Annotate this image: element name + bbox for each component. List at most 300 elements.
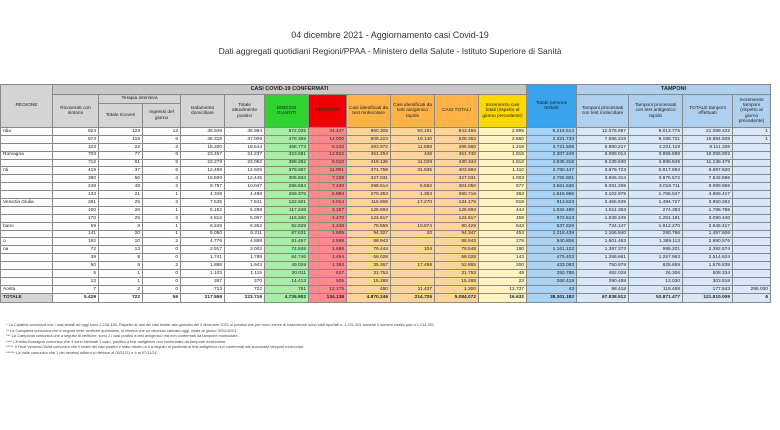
table-cell: 940.806 — [527, 238, 577, 246]
table-cell: 943.466 — [435, 128, 479, 136]
region-cell — [1, 191, 53, 199]
table-cell: 761 — [265, 285, 309, 293]
table-cell: 3.879.723 — [577, 167, 629, 175]
table-row — [1, 143, 771, 151]
table-cell: 0 — [143, 270, 181, 278]
table-cell: 722 — [225, 285, 265, 293]
table-cell: 972.613 — [527, 214, 577, 222]
table-cell: 8.111.336 — [683, 143, 733, 151]
table-cell: 82.829 — [265, 222, 309, 230]
table-cell: 713 — [181, 285, 225, 293]
table-row — [1, 254, 771, 262]
table-cell: 17.498 — [391, 262, 435, 270]
table-cell: 134.176 — [435, 199, 479, 207]
table-row — [1, 128, 771, 136]
table-cell: 16.894.939 — [683, 135, 733, 143]
region-cell — [1, 277, 53, 285]
table-cell: 6 — [143, 167, 181, 175]
table-cell: 1 — [733, 135, 771, 143]
table-cell: 124.617 — [347, 214, 391, 222]
col-header-ingressi-giorno: Ingressi del giorno — [143, 104, 181, 128]
col-header-casi-molecolare: Casi identificati da test molecolare — [347, 95, 391, 128]
table-cell: 1.511.363 — [577, 206, 629, 214]
table-cell: 43 — [527, 285, 577, 293]
table-cell: 1.688 — [309, 246, 347, 254]
table-cell: 38.301.182 — [527, 293, 577, 302]
table-cell: 6 — [733, 293, 771, 302]
region-cell: o — [1, 238, 53, 246]
table-cell: 505 — [309, 277, 347, 285]
report-subtitle: Dati aggregati quotidiani Regioni/PPAA - Ministero della Salute - Istituto Superiore di Sanità — [218, 46, 562, 56]
col-header-totale-ricoveri: Totale ricoveri — [99, 104, 143, 128]
table-cell: 12.469 — [181, 167, 225, 175]
table-cell — [733, 199, 771, 207]
table-cell: 35.949 — [181, 128, 225, 136]
table-cell: 1.363 — [391, 191, 435, 199]
table-cell: 2 — [143, 143, 181, 151]
table-cell: 83.161 — [391, 128, 435, 136]
table-cell: 468.773 — [265, 143, 309, 151]
table-cell: 1 — [99, 277, 143, 285]
region-cell — [1, 270, 53, 278]
table-cell: 104 — [391, 246, 435, 254]
table-cell: 357 — [181, 277, 225, 285]
table-cell: 20 — [99, 230, 143, 238]
table-cell: 269.376 — [265, 191, 309, 199]
table-cell: 23 — [479, 277, 527, 285]
table-cell: 3.950.262 — [683, 199, 733, 207]
table-cell: 1.257.963 — [629, 254, 683, 262]
table-cell: 4.776 — [181, 238, 225, 246]
table-cell: 398.252 — [265, 159, 309, 167]
table-cell: 7 — [53, 285, 99, 293]
table-cell: 5.007 — [225, 214, 265, 222]
table-cell: 304.050 — [435, 183, 479, 191]
table-row — [1, 238, 771, 246]
table-cell: 1.389.113 — [629, 238, 683, 246]
table-cell: 1 — [143, 191, 181, 199]
table-cell: 872.025 — [265, 128, 309, 136]
table-cell: 12.737 — [479, 285, 527, 293]
table-cell: 1.615.966 — [527, 191, 577, 199]
table-cell: 0 — [143, 277, 181, 285]
table-cell: 1 — [143, 222, 181, 230]
table-cell: 1 — [733, 128, 771, 136]
table-row — [1, 230, 771, 238]
table-cell: 1.397.373 — [577, 246, 629, 254]
table-cell: 5.288 — [225, 206, 265, 214]
table-cell: 2.560 — [479, 135, 527, 143]
table-row — [1, 270, 771, 278]
table-cell: 6.216.514 — [527, 128, 577, 136]
table-row — [1, 199, 771, 207]
table-cell: 1.576.838 — [683, 262, 733, 270]
table-cell: 528.363 — [435, 135, 479, 143]
col-header-totale-persone-testate: Totale persone testate — [527, 85, 577, 128]
table-cell: 433.093 — [527, 262, 577, 270]
table-cell: 475.403 — [527, 254, 577, 262]
table-cell: 2.221.119 — [629, 143, 683, 151]
table-cell — [733, 277, 771, 285]
table-cell: 59 — [143, 293, 181, 302]
table-cell: 49.029 — [265, 262, 309, 270]
table-cell: 4.348 — [181, 191, 225, 199]
table-cell: 117.248 — [265, 206, 309, 214]
table-cell: 61 — [99, 159, 143, 167]
table-cell: 5.081.255 — [577, 183, 629, 191]
table-cell: 7.841 — [225, 199, 265, 207]
table-cell: 479.359 — [265, 135, 309, 143]
table-cell: 2.765.901 — [527, 175, 577, 183]
table-cell: 123 — [99, 128, 143, 136]
col-header-totale-tamponi: TOTALE tamponi effettuati — [683, 95, 733, 128]
table-cell: 4.014 — [309, 199, 347, 207]
table-cell: 1 — [143, 206, 181, 214]
table-cell: 3.721.508 — [527, 143, 577, 151]
table-cell: 11.588 — [391, 143, 435, 151]
col-header-deceduti: DECEDUTI — [309, 95, 347, 128]
table-cell: 279 — [479, 238, 527, 246]
table-cell: 11.437 — [391, 285, 435, 293]
table-cell: 378.867 — [265, 167, 309, 175]
table-cell: 133 — [53, 191, 99, 199]
col-header-ricoverati: Ricoverati con sintomi — [53, 95, 99, 128]
table-cell: 7.228 — [309, 175, 347, 183]
table-cell: 37.009 — [225, 135, 265, 143]
table-cell: 4.998.849 — [629, 159, 683, 167]
table-cell: 124.617 — [435, 214, 479, 222]
table-cell — [733, 159, 771, 167]
table-cell: 121.810.009 — [683, 293, 733, 302]
table-cell: 2.392.574 — [683, 246, 733, 254]
table-cell: 0 — [143, 254, 181, 262]
table-row — [1, 175, 771, 183]
region-cell — [1, 159, 53, 167]
table-cell: 2.646.417 — [683, 222, 733, 230]
table-cell: 1.601.463 — [577, 238, 629, 246]
table-cell: 34.447 — [309, 128, 347, 136]
table-cell: 19.140 — [391, 135, 435, 143]
table-cell: 281 — [53, 199, 99, 207]
table-cell: 8.243 — [309, 143, 347, 151]
table-cell: 495.560 — [435, 143, 479, 151]
table-cell: 274.383 — [629, 206, 683, 214]
table-cell: 88.943 — [347, 238, 391, 246]
table-cell — [391, 214, 435, 222]
table-cell: 5.890.217 — [577, 143, 629, 151]
table-cell: 4.470 — [309, 214, 347, 222]
table-cell: 459 — [479, 214, 527, 222]
table-cell: 53.871.477 — [629, 293, 683, 302]
table-cell: 380 — [53, 175, 99, 183]
table-cell: 1.393 — [309, 262, 347, 270]
region-cell: na — [1, 246, 53, 254]
table-cell: 116.906 — [347, 199, 391, 207]
table-row — [1, 246, 771, 254]
table-cell: 750.978 — [577, 262, 629, 270]
region-cell — [1, 143, 53, 151]
table-cell: 1.003 — [479, 175, 527, 183]
table-cell: 573 — [53, 135, 99, 143]
table-cell: 1.256.661 — [577, 254, 629, 262]
table-cell: 5.211 — [225, 230, 265, 238]
table-cell: 7.696.218 — [577, 135, 629, 143]
table-cell: 1.115 — [225, 270, 265, 278]
table-cell: 8 — [99, 254, 143, 262]
table-cell: 9.797 — [181, 183, 225, 191]
table-cell: 8 — [99, 262, 143, 270]
table-cell — [733, 183, 771, 191]
table-cell: 31.935 — [391, 167, 435, 175]
region-cell — [1, 230, 53, 238]
col-header-incremento-tamponi: Incremento tamponi (rispetto al giorno precedente) — [733, 95, 771, 128]
table-cell: 77 — [99, 151, 143, 159]
table-cell: 26 — [99, 206, 143, 214]
table-cell: 290.488 — [577, 277, 629, 285]
table-cell: 39 — [53, 254, 99, 262]
table-cell: 0 — [143, 246, 181, 254]
table-row — [1, 214, 771, 222]
table-cell: 327.031 — [347, 175, 391, 183]
table-cell: 296.030 — [733, 285, 771, 293]
table-cell: 94.347 — [435, 230, 479, 238]
table-cell: 6.139.630 — [577, 159, 629, 167]
table-cell: 79.555 — [347, 222, 391, 230]
table-cell — [733, 175, 771, 183]
table-cell: 64.746 — [265, 254, 309, 262]
table-cell: 49 — [99, 183, 143, 191]
table-cell: 15.288 — [435, 277, 479, 285]
table-cell: 67.838.512 — [577, 293, 629, 302]
table-cell: 115.340 — [265, 214, 309, 222]
table-cell: 370 — [225, 277, 265, 285]
table-cell: 5 — [53, 270, 99, 278]
table-cell: 50 — [53, 262, 99, 270]
table-cell: 36.318 — [181, 135, 225, 143]
region-cell — [1, 262, 53, 270]
table-cell: 2 — [143, 238, 181, 246]
report-title: 04 dicembre 2021 - Aggiornamento casi Covid-19 — [291, 30, 489, 40]
table-cell: 81.457 — [265, 238, 309, 246]
table-cell — [733, 222, 771, 230]
table-cell: 24.237 — [225, 151, 265, 159]
table-cell: 3.975.572 — [629, 175, 683, 183]
table-row — [1, 277, 771, 285]
table-cell: 36.994 — [225, 128, 265, 136]
table-cell: 72 — [53, 246, 99, 254]
table-cell: 4.726.902 — [265, 293, 309, 302]
table-cell: 1.494 — [309, 254, 347, 262]
table-cell: 1.505 — [309, 230, 347, 238]
table-cell: 1.912.270 — [629, 222, 683, 230]
table-cell — [733, 214, 771, 222]
table-cell: 248 — [53, 183, 99, 191]
footnote: * La Calabria comunica che i casi testati ad oggi sono 1.218.435. Rispetto ai dati del casi testati alla giornata del 3 dicembre 2021 si precisa che per mero errore di trascrizione sono stati riportati n. 1.221.391 anziché il numero esatto pari a 1.214.391. — [6, 322, 436, 327]
table-cell: 52.865 — [435, 262, 479, 270]
table-cell — [391, 254, 435, 262]
table-cell: 12 — [143, 128, 181, 136]
table-cell: 712 — [53, 159, 99, 167]
table-cell: 2.995 — [479, 128, 527, 136]
table-cell: 11.138.479 — [683, 159, 733, 167]
table-cell: 31.753 — [435, 270, 479, 278]
region-cell — [1, 135, 53, 143]
table-cell: 5 — [143, 159, 181, 167]
table-cell: 1 — [143, 230, 181, 238]
table-cell: 1.788 — [225, 254, 265, 262]
table-cell: 74.848 — [265, 246, 309, 254]
table-cell: 223.719 — [225, 293, 265, 302]
table-cell — [733, 230, 771, 238]
table-cell: 118 — [99, 135, 143, 143]
region-cell — [1, 254, 53, 262]
table-cell — [733, 238, 771, 246]
table-cell: 20 — [391, 230, 435, 238]
table-cell: 303.518 — [683, 277, 733, 285]
table-cell: 1.457.606 — [683, 230, 733, 238]
table-cell: 1.103 — [181, 270, 225, 278]
table-cell: 1.032.489 — [527, 206, 577, 214]
table-cell: 68.028 — [347, 254, 391, 262]
table-cell: 2.514.624 — [683, 254, 733, 262]
table-cell: 8 — [99, 222, 143, 230]
table-row — [1, 191, 771, 199]
table-cell: 461.740 — [435, 151, 479, 159]
table-cell: 1.218.439 — [527, 230, 577, 238]
table-cell: 177.543 — [683, 285, 733, 293]
table-cell: 12.000 — [309, 135, 347, 143]
table-cell: 1 — [99, 270, 143, 278]
table-cell: 2 — [143, 214, 181, 222]
table-row — [1, 167, 771, 175]
region-cell: Aosta — [1, 285, 53, 293]
table-cell: 5.050 — [181, 230, 225, 238]
table-cell: 2.455.535 — [577, 199, 629, 207]
table-cell: 12.445 — [225, 175, 265, 183]
footnote: ** La Campania comunica che a seguito delle verifiche quotidiane, si elimina che un decesso caricato oggi, risale al giorno 30/11/2021. — [6, 327, 238, 333]
table-cell: 419.135 — [347, 159, 391, 167]
table-cell: 12.075.657 — [577, 128, 629, 136]
table-cell: 2 — [99, 285, 143, 293]
table-cell: 1.944 — [225, 262, 265, 270]
table-cell: 143 — [479, 254, 527, 262]
table-row — [1, 151, 771, 159]
table-cell — [733, 254, 771, 262]
table-cell: 677 — [479, 183, 527, 191]
covid-data-table-body — [1, 128, 771, 303]
table-cell: 200 — [479, 262, 527, 270]
table-cell: 279.353 — [347, 191, 391, 199]
table-cell: 125.693 — [347, 206, 391, 214]
table-cell: 4 — [143, 175, 181, 183]
footnote: *** La Campania comunica che a seguito di verifiche, sono 2 i casi positivi a test antigenico ma non confermati da tampone molecolare. — [6, 333, 239, 338]
table-cell — [391, 270, 435, 278]
table-cell: 13 — [99, 246, 143, 254]
table-row — [1, 206, 771, 214]
footnote: ***** Il Friuli Venezia Giulia comunica che il totale dei casi positivi è stato ridotto di 4 a seguito di positività al test antigenico non confermati dai successivi tamponi molecolari. — [6, 344, 305, 349]
table-cell: 995.201 — [629, 246, 683, 254]
table-cell: 37 — [99, 167, 143, 175]
table-cell: 363 — [479, 191, 527, 199]
table-cell: 79.444 — [347, 246, 391, 254]
table-cell: 3.102.875 — [577, 191, 629, 199]
table-cell: 122.921 — [265, 199, 309, 207]
table-row — [1, 183, 771, 191]
table-cell: 2.598 — [309, 238, 347, 246]
table-cell: 286.584 — [265, 183, 309, 191]
table-cell: 268.419 — [527, 277, 577, 285]
table-cell: 543 — [479, 222, 527, 230]
table-cell: 430.344 — [435, 159, 479, 167]
table-cell: 2.321.733 — [527, 135, 577, 143]
table-cell: 3.018.711 — [629, 183, 683, 191]
table-cell: 7.542.886 — [683, 175, 733, 183]
table-cell: 703 — [53, 151, 99, 159]
table-cell: 16.632 — [479, 293, 527, 302]
table-cell: 2.917 — [181, 246, 225, 254]
table-cell: 134.138 — [309, 293, 347, 302]
table-cell: 50 — [99, 175, 143, 183]
footnotes — [6, 322, 706, 355]
table-cell: 1.765.047 — [629, 191, 683, 199]
col-header-isolamento: Isolamento domiciliare — [181, 95, 225, 128]
footnote: **** L'Emilia-Romagna comunica che 4 sono eliminati 1 caso, positivo a test antigenico non confermato da tampone molecolare. — [6, 338, 227, 344]
table-cell: 22 — [99, 143, 143, 151]
table-cell — [733, 151, 771, 159]
covid-data-table — [0, 84, 771, 303]
table-cell: 4.812 — [181, 214, 225, 222]
table-cell: 9.198.721 — [629, 135, 683, 143]
table-cell: 18.544 — [225, 143, 265, 151]
table-cell: 79.548 — [435, 246, 479, 254]
col-header-totale-positivi: Totale attualmente positivi — [225, 95, 265, 128]
table-cell: 26.306 — [629, 270, 683, 278]
table-cell: 1.251.191 — [629, 214, 683, 222]
table-cell — [733, 143, 771, 151]
table-cell: 3.506.314 — [577, 175, 629, 183]
table-cell: 403.693 — [435, 167, 479, 175]
confirmed-cases-group-header: CASI COVID-19 CONFERMATI — [53, 85, 527, 95]
table-cell: 6 — [143, 151, 181, 159]
table-cell: 118.488 — [629, 285, 683, 293]
table-cell: 454 — [479, 230, 527, 238]
table-cell: 170 — [53, 214, 99, 222]
table-cell: 1.166.840 — [577, 230, 629, 238]
table-row — [1, 159, 771, 167]
table-cell: 9.697.620 — [683, 167, 733, 175]
table-cell: 13.030 — [629, 277, 683, 285]
table-cell: 11.029 — [391, 159, 435, 167]
table-cell: 1.816 — [479, 151, 527, 159]
table-cell: 3.002 — [225, 246, 265, 254]
table-cell: 1.839.249 — [577, 214, 629, 222]
col-header-incremento-casi: Incremento casi totali (rispetto al giorno precedente) — [479, 95, 527, 128]
table-cell: 280.716 — [435, 191, 479, 199]
table-cell: 23.457 — [181, 151, 225, 159]
table-cell: 7.420 — [309, 183, 347, 191]
table-cell: 98.418 — [577, 285, 629, 293]
table-cell: 2 — [143, 262, 181, 270]
table-cell — [733, 246, 771, 254]
covid-data-table-container — [0, 84, 780, 322]
table-cell: 483.972 — [347, 143, 391, 151]
region-cell — [1, 183, 53, 191]
table-cell: 87.631 — [265, 230, 309, 238]
table-cell: 22.279 — [181, 159, 225, 167]
table-cell: 446 — [391, 151, 435, 159]
table-cell: 18.200 — [181, 143, 225, 151]
region-cell: rdia — [1, 128, 53, 136]
